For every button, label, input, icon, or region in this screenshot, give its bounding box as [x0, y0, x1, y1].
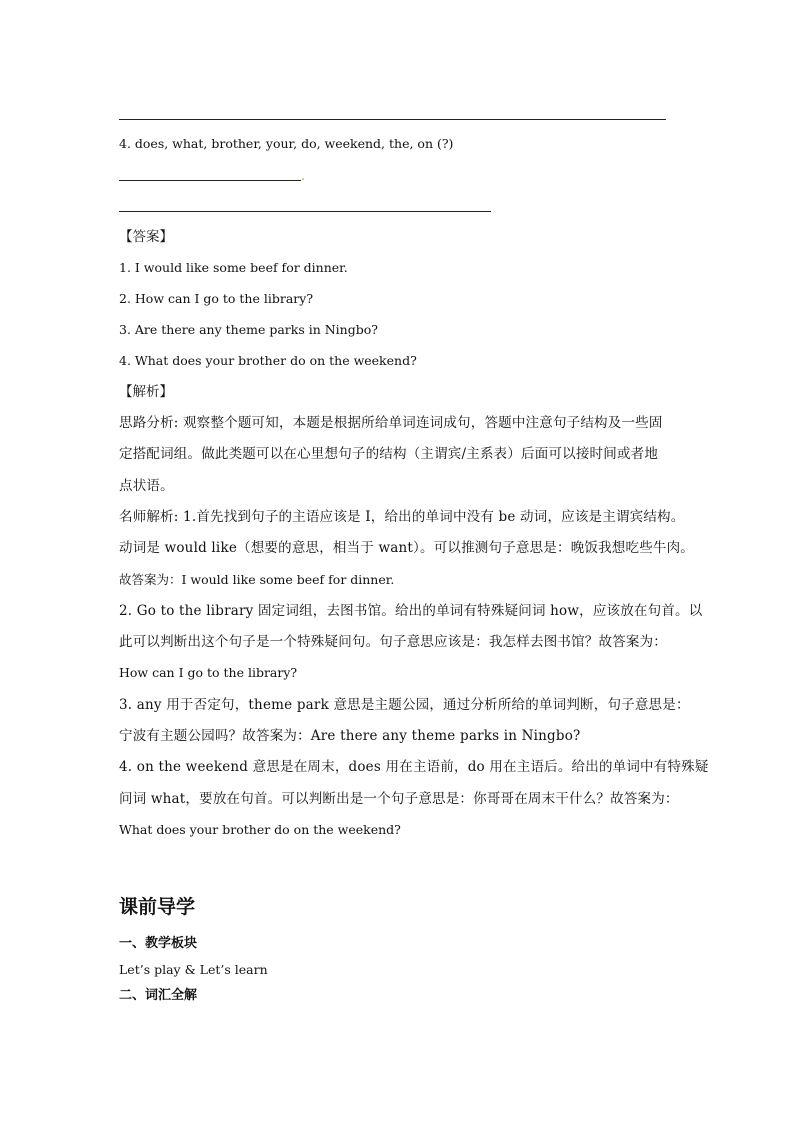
answer-item-3: 3. Are there any theme parks in Ningbo?	[119, 322, 378, 337]
analysis-line-1: 思路分析: 观察整个题可知，本题是根据所给单词连词成句，答题中注意句子结构及一些固	[119, 415, 663, 431]
answer-line-q3	[119, 119, 666, 120]
analysis-line-9: How can I go to the library?	[119, 665, 298, 680]
analysis-line-8: 此可以判断出这个句子是一个特殊疑问句。句子意思应该是：我怎样去图书馆？故答案为：	[119, 634, 667, 650]
section-1-content: Let’s play & Let’s learn	[119, 962, 268, 977]
section-1-heading: 一、教学板块	[119, 936, 198, 951]
analysis-line-4: 名师解析: 1.首先找到句子的主语应该是 I，给出的单词中没有 be 动词，应该是主谓宾结构。	[119, 509, 685, 525]
answer-line-q4-short	[119, 180, 301, 181]
blank-mark: .	[301, 168, 305, 183]
analysis-line-14: What does your brother do on the weekend?	[119, 822, 401, 837]
answer-item-4: 4. What does your brother do on the weekend?	[119, 353, 417, 368]
analysis-line-3: 点状语。	[119, 478, 174, 494]
analysis-line-7: 2. Go to the library 固定词组，去图书馆。给出的单词有特殊疑问词 how，应该放在句首。以	[119, 603, 703, 619]
analysis-heading: 【解析】	[119, 384, 173, 400]
answer-item-2: 2. How can I go to the library?	[119, 291, 314, 306]
preview-title: 课前导学	[119, 896, 196, 918]
analysis-line-12: 4. on the weekend 意思是在周末，does 用在主语前，do 用在主语后。给出的单词中有特殊疑	[119, 759, 709, 775]
analysis-line-11: 宁波有主题公园吗？故答案为：Are there any theme parks in Ningbo?	[119, 728, 581, 744]
section-2-heading: 二、词汇全解	[119, 988, 198, 1003]
answer-line-q4-long	[119, 211, 491, 212]
analysis-line-2: 定搭配词组。做此类题可以在心里想句子的结构（主谓宾/主系表）后面可以接时间或者地	[119, 446, 659, 462]
analysis-line-13: 问词 what，要放在句首。可以判断出是一个句子意思是：你哥哥在周末干什么？故答案为：	[119, 791, 679, 807]
analysis-line-6: 故答案为：I would like some beef for dinner.	[119, 572, 395, 587]
analysis-line-10: 3. any 用于否定句，theme park 意思是主题公园，通过分析所给的单词判断，句子意思是：	[119, 697, 690, 713]
analysis-line-5: 动词是 would like（想要的意思，相当于 want）。可以推测句子意思是：晚饭我想吃些牛肉。	[119, 540, 694, 556]
answer-heading: 【答案】	[119, 229, 173, 245]
answer-item-1: 1. I would like some beef for dinner.	[119, 260, 348, 275]
question-4-text: 4. does, what, brother, your, do, weekend, the, on (?)	[119, 136, 454, 151]
